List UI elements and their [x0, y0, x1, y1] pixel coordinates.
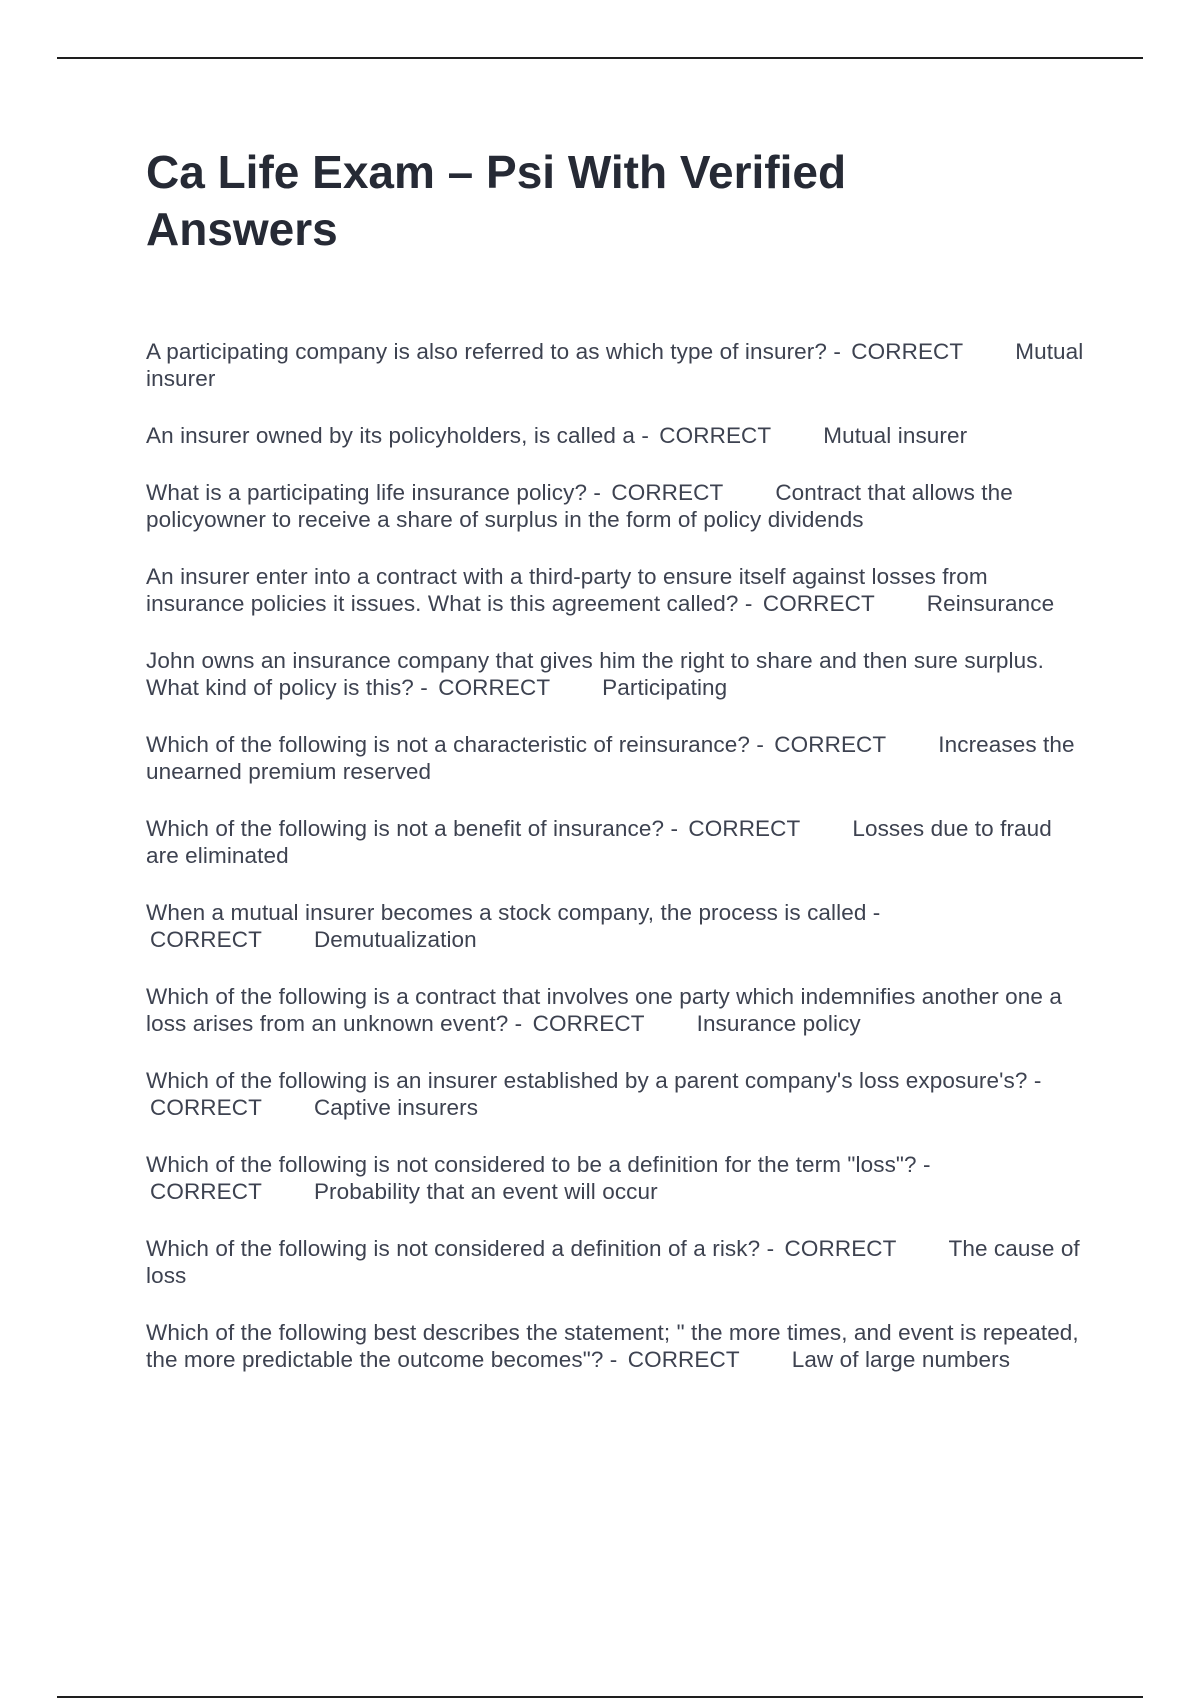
correct-label: CORRECT	[774, 732, 887, 757]
question-text: Which of the following is a contract that involves one party which indemnifies another one a loss arises from an unknown event? -	[146, 984, 1069, 1036]
answer-text: Participating	[602, 675, 728, 700]
qa-item	[146, 1319, 1086, 1373]
correct-label: CORRECT	[438, 675, 551, 700]
top-rule	[57, 57, 1143, 59]
bottom-rule	[57, 1696, 1143, 1698]
correct-label: CORRECT	[611, 480, 724, 505]
question-text: Which of the following is not a characteristic of reinsurance? -	[146, 732, 764, 757]
answer-text: Contract that allows the policyowner to receive a share of surplus in the form of policy dividends	[146, 480, 1013, 532]
qa-item	[146, 899, 1086, 953]
qa-item	[146, 983, 1086, 1037]
correct-label: CORRECT	[784, 1236, 897, 1261]
question-text: An insurer owned by its policyholders, is called a -	[146, 423, 649, 448]
question-text: An insurer enter into a contract with a third-party to ensure itself against losses from insurance policies it issues. What is this agreement called? -	[146, 564, 995, 616]
question-text: Which of the following is an insurer established by a parent company's loss exposure's? -	[146, 1068, 1042, 1093]
correct-label: CORRECT	[150, 927, 262, 952]
answer-text: Demutualization	[313, 927, 477, 952]
qa-item	[146, 815, 1086, 869]
qa-item	[146, 479, 1086, 533]
qa-item	[146, 1067, 1086, 1121]
question-text: Which of the following best describes the statement; " the more times, and event is repeated, the more predictable the outcome becomes"? -	[146, 1320, 1086, 1372]
answer-text: Increases the unearned premium reserved	[146, 732, 1075, 784]
answer-text: Insurance policy	[696, 1011, 861, 1036]
correct-label: CORRECT	[851, 339, 964, 364]
qa-item	[146, 422, 1086, 449]
question-text: When a mutual insurer becomes a stock company, the process is called -	[146, 900, 881, 925]
question-text: What is a participating life insurance policy? -	[146, 480, 602, 505]
answer-text: The cause of loss	[146, 1236, 1080, 1288]
question-text: John owns an insurance company that gives him the right to share and then sure surplus. What kind of policy is this? -	[146, 648, 1051, 700]
answer-text: Captive insurers	[313, 1095, 479, 1120]
correct-label: CORRECT	[532, 1011, 645, 1036]
answer-text: Probability that an event will occur	[313, 1179, 658, 1204]
question-text: Which of the following is not a benefit of insurance? -	[146, 816, 679, 841]
qa-item	[146, 731, 1086, 785]
question-text: A participating company is also referred to as which type of insurer? -	[146, 339, 841, 364]
question-text: Which of the following is not considered to be a definition for the term "loss"? -	[146, 1152, 931, 1177]
qa-item	[146, 1235, 1086, 1289]
correct-label: CORRECT	[627, 1347, 740, 1372]
correct-label: CORRECT	[150, 1095, 262, 1120]
correct-label: CORRECT	[150, 1179, 262, 1204]
qa-item	[146, 338, 1086, 392]
correct-label: CORRECT	[659, 423, 772, 448]
answer-text: Reinsurance	[926, 591, 1055, 616]
qa-list	[146, 338, 1086, 1403]
answer-text: Mutual insurer	[146, 339, 1084, 391]
correct-label: CORRECT	[688, 816, 801, 841]
document-title: Ca Life Exam – Psi With Verified Answers	[146, 146, 847, 255]
correct-label: CORRECT	[762, 591, 875, 616]
answer-text: Losses due to fraud are eliminated	[146, 816, 1052, 868]
answer-text: Mutual insurer	[823, 423, 968, 448]
question-text: Which of the following is not considered a definition of a risk? -	[146, 1236, 775, 1261]
qa-item	[146, 647, 1086, 701]
qa-item	[146, 563, 1086, 617]
answer-text: Law of large numbers	[791, 1347, 1011, 1372]
qa-item	[146, 1151, 1086, 1205]
